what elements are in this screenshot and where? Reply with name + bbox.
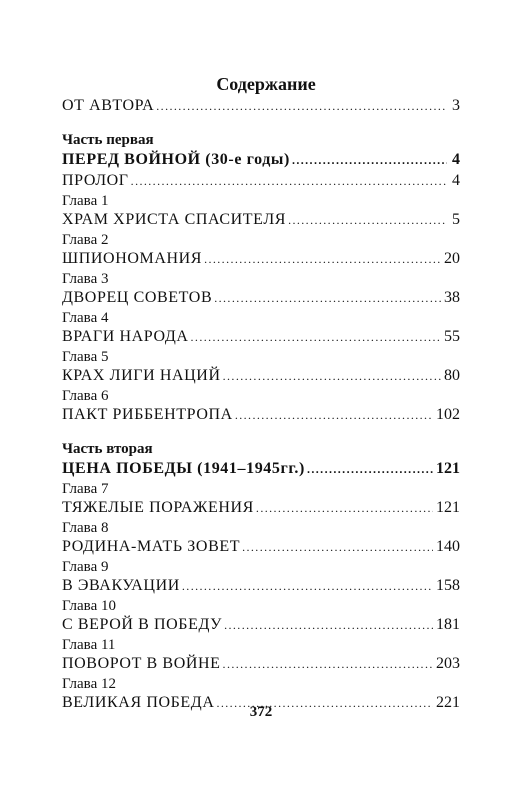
entry-page: 102 [436,406,460,423]
chapter-label: Глава 10 [62,598,116,614]
dot-leader [224,615,433,635]
entry-label: В ЭВАКУАЦИИ [62,577,180,594]
dot-leader [182,576,433,596]
entry-page: 221 [436,694,460,711]
toc-entry-preface [62,96,460,117]
toc-entry [62,405,460,426]
entry-page: 38 [444,289,460,306]
chapter-label: Глава 4 [62,310,109,326]
entry-label: ПРОЛОГ [62,172,129,189]
chapter-label: Глава 3 [62,271,109,287]
entry-page: 121 [436,460,460,477]
toc-title: Содержание [216,74,316,94]
entry-page: 20 [444,250,460,267]
part-heading [62,150,460,171]
toc-entry [62,249,460,270]
entry-label: ВРАГИ НАРОДА [62,328,189,345]
entry-label: ПАКТ РИББЕНТРОПА [62,406,233,423]
entry-page: 80 [444,367,460,384]
chapter-label: Глава 2 [62,232,109,248]
dot-leader [223,366,441,386]
entry-page: 203 [436,655,460,672]
chapter-label: Глава 11 [62,637,116,653]
dot-leader [292,150,447,170]
entry-label: ПЕРЕД ВОЙНОЙ (30-е годы) [62,151,290,168]
chapter-label: Глава 1 [62,193,109,209]
entry-label: ЦЕНА ПОБЕДЫ (1941–1945гг.) [62,460,305,477]
page-number: 372 [249,704,273,720]
entry-label: ШПИОНОМАНИЯ [62,250,203,267]
entry-page: 5 [452,211,460,228]
chapter-label: Глава 5 [62,349,109,365]
toc-entry [62,615,460,636]
toc-entry [62,498,460,519]
entry-label: ХРАМ ХРИСТА СПАСИТЕЛЯ [62,211,287,228]
entry-label: ДВОРЕЦ СОВЕТОВ [62,289,213,306]
toc-entry-prologue [62,171,460,192]
chapter-label: Глава 8 [62,520,109,536]
dot-leader [242,537,433,557]
dot-leader [191,327,441,347]
dot-leader [256,498,433,518]
entry-label: С ВЕРОЙ В ПОБЕДУ [62,616,223,633]
entry-page: 121 [436,499,460,516]
dot-leader [204,249,441,269]
entry-label: ПОВОРОТ В ВОЙНЕ [62,655,221,672]
entry-label: РОДИНА-МАТЬ ЗОВЕТ [62,538,241,555]
dot-leader [235,405,433,425]
dot-leader [156,96,447,116]
part-heading [62,459,460,480]
entry-page: 158 [436,577,460,594]
toc-entry [62,654,460,675]
chapter-label: Глава 6 [62,388,109,404]
dot-leader [214,288,441,308]
toc-entry [62,327,460,348]
part-label: Часть первая [62,132,154,148]
toc-entry [62,210,460,231]
toc-entry [62,366,460,387]
dot-leader [223,654,433,674]
entry-page: 3 [452,97,460,114]
entry-page: 55 [444,328,460,345]
toc-entry [62,537,460,558]
toc-entry [62,576,460,597]
entry-label: ТЯЖЕЛЫЕ ПОРАЖЕНИЯ [62,499,254,516]
chapter-label: Глава 7 [62,481,109,497]
dot-leader [288,210,447,230]
entry-label: ОТ АВТОРА [62,97,155,114]
dot-leader [131,171,447,191]
chapter-label: Глава 12 [62,676,116,692]
chapter-label: Глава 9 [62,559,109,575]
entry-page: 140 [436,538,460,555]
entry-page: 181 [436,616,460,633]
toc-page [62,72,460,714]
entry-page: 4 [452,172,460,189]
dot-leader [307,459,433,479]
entry-page: 4 [452,151,460,168]
part-label: Часть вторая [62,441,153,457]
entry-label: ВЕЛИКАЯ ПОБЕДА [62,694,215,711]
toc-entry [62,288,460,309]
entry-label: КРАХ ЛИГИ НАЦИЙ [62,367,221,384]
